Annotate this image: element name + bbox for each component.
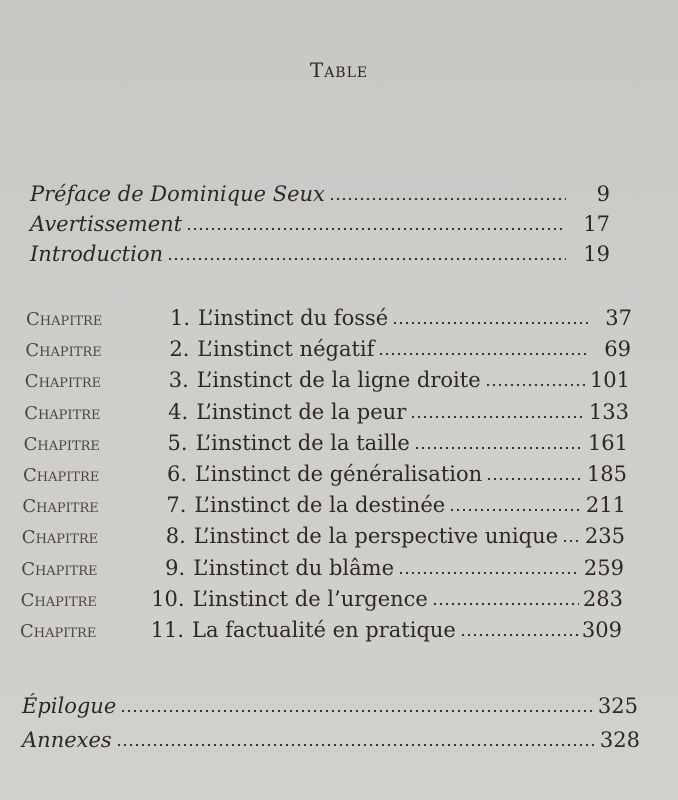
dot-leader: [398, 571, 580, 575]
toc-entry-chapter-9: [21, 550, 624, 580]
chapter-title: L’instinct de l’urgence: [192, 586, 428, 611]
chapter-title: L’instinct de la destinée: [194, 493, 446, 518]
toc-entry-page: 101: [589, 368, 630, 393]
dot-leader: [432, 602, 579, 606]
chapter-word: Chapitre: [24, 371, 102, 393]
chapter-title: La factualité en pratique: [192, 618, 456, 642]
toc-entry-chapter-1: [26, 300, 632, 330]
toc-entry-chapter-3: [25, 362, 630, 392]
dot-leader: [410, 415, 585, 419]
toc-entry-label: Annexes: [22, 728, 112, 752]
dot-leader: [186, 227, 566, 231]
toc-entry-page: 328: [599, 728, 640, 752]
toc-entry-page: 325: [597, 694, 638, 718]
chapter-number: 8.: [165, 524, 186, 549]
dot-leader: [329, 197, 566, 201]
toc-entry-avertissement: [30, 206, 610, 236]
page-title: Table: [309, 58, 369, 82]
chapter-title: L’instinct du fossé: [198, 306, 389, 330]
toc-entry-page: 235: [584, 524, 625, 549]
toc-entry-epilogue: [22, 688, 638, 718]
toc-entry-page: 309: [581, 618, 622, 642]
toc-entry-page: 259: [583, 555, 624, 580]
toc-entry-page: 133: [588, 399, 629, 424]
toc-entry-label: Introduction: [30, 242, 163, 266]
toc-entry-label: Épilogue: [22, 694, 117, 718]
chapter-number: 4.: [168, 399, 189, 424]
toc-entry-chapter-2: [25, 331, 631, 361]
chapter-title: L’instinct de la peur: [196, 399, 407, 424]
chapter-number: 10.: [151, 586, 185, 611]
chapter-number: 9.: [165, 555, 186, 580]
chapter-word: Chapitre: [23, 465, 100, 486]
chapter-word: Chapitre: [20, 589, 97, 611]
chapter-title: L’instinct du blâme: [193, 555, 395, 580]
chapter-title: L’instinct négatif: [197, 337, 375, 362]
chapter-word: Chapitre: [20, 621, 97, 642]
dot-leader: [486, 477, 583, 481]
chapter-word: Chapitre: [21, 558, 98, 580]
toc-entry-page: 19: [583, 242, 610, 266]
dot-leader: [120, 709, 594, 713]
toc-entry-page: 9: [596, 182, 610, 206]
toc-entry-chapter-5: [24, 425, 628, 455]
toc-entry-chapter-8: [22, 518, 625, 548]
chapter-word: Chapitre: [25, 340, 102, 362]
chapter-number: 5.: [167, 430, 188, 455]
toc-entry-page: 211: [585, 493, 626, 518]
chapter-title: L’instinct de la taille: [195, 430, 410, 455]
dot-leader: [414, 446, 584, 450]
chapter-word: Chapitre: [21, 527, 99, 549]
dot-leader: [116, 743, 596, 747]
toc-entry-chapter-4: [24, 394, 629, 424]
chapter-number: 1.: [169, 306, 190, 330]
toc-entry-chapter-6: [23, 456, 627, 486]
dot-leader: [485, 383, 586, 387]
chapter-title: L’instinct de généralisation: [195, 462, 483, 486]
toc-entry-introduction: [30, 236, 610, 266]
dot-leader: [460, 633, 578, 637]
chapter-title: L’instinct de la perspective unique: [193, 524, 559, 549]
toc-entry-preface: [30, 176, 610, 206]
dot-leader: [449, 508, 582, 512]
toc-entry-page: 161: [587, 430, 628, 455]
chapter-word: Chapitre: [22, 496, 99, 518]
toc-entry-label: Avertissement: [30, 212, 183, 236]
toc-entry-page: 185: [586, 462, 627, 486]
chapter-word: Chapitre: [24, 402, 101, 424]
dot-leader: [392, 321, 588, 325]
toc-entry-page: 283: [582, 586, 623, 611]
dot-leader: [562, 539, 581, 543]
chapter-number: 11.: [150, 618, 184, 642]
toc-entry-chapter-11: [20, 612, 622, 642]
chapter-word: Chapitre: [23, 433, 100, 455]
toc-entry-annexes: [22, 722, 640, 752]
chapter-number: 2.: [169, 337, 190, 362]
chapter-number: 3.: [168, 368, 189, 393]
chapter-title: L’instinct de la ligne droite: [196, 368, 481, 393]
toc-entry-chapter-10: [21, 581, 623, 611]
toc-entry-page: 17: [583, 212, 610, 236]
dot-leader: [167, 257, 566, 261]
toc-entry-chapter-7: [22, 487, 626, 517]
chapter-word: Chapitre: [26, 309, 103, 330]
toc-entry-page: 69: [604, 337, 631, 362]
toc-entry-page: 37: [605, 306, 632, 330]
chapter-number: 7.: [166, 493, 187, 518]
toc-entry-label: Préface de Dominique Seux: [30, 182, 325, 206]
chapter-number: 6.: [166, 462, 187, 486]
dot-leader: [378, 352, 587, 356]
